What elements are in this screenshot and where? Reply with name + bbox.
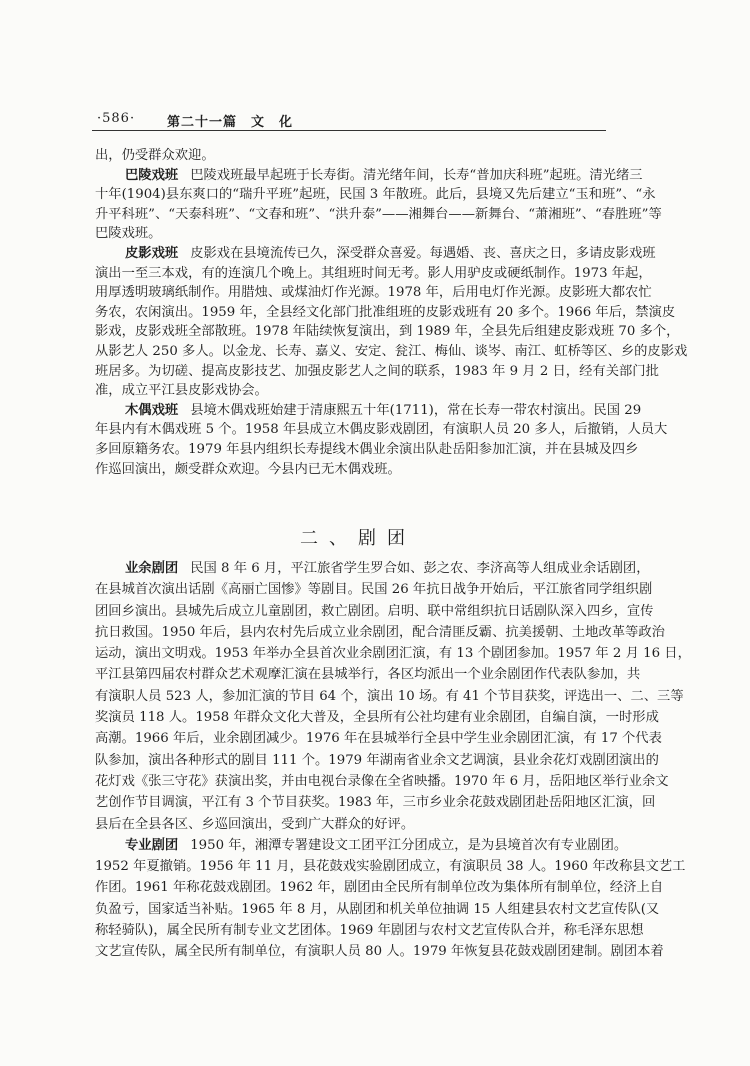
line-text: 用厚透明玻璃纸制作。用腊烛、或煤油灯作光源。1978 年，后用电灯作光源。皮影班大都农忙 [95, 285, 652, 301]
text-line [95, 420, 668, 440]
text-line [95, 264, 652, 284]
line-text: 升平科班”、“天泰科班”、“文春和班”、“洪升泰”——湘舞台——新舞台、“萧湘班”、“春胜班”等 [95, 206, 662, 222]
section-heading: 二、剧团 [300, 528, 405, 549]
paragraph-lead-term: 巴陵戏班 [125, 167, 179, 183]
text-line [95, 303, 676, 323]
line-text: 团回乡演出。县城先后成立儿童剧团，救亡剧团。启明、联中常组织抗日话剧队深入四乡，宣传 [95, 603, 654, 619]
text-line [95, 205, 662, 225]
paragraph [95, 166, 662, 244]
line-text: 十年(1904)县东爽口的“瑞升平班”起班，民国 3 年散班。此后，县境又先后建立“玉和班”、“永 [95, 187, 656, 203]
line-text: 高潮。1966 年后，业余剧团减少。1976 年在县城举行全县中学生业余剧团汇演，有 17 个代表 [95, 731, 662, 747]
text-line [95, 664, 641, 685]
line-text: 抗日救国。1950 年后，县内农村先后成立业余剧团，配合清匪反霸、抗美援朝、土地改革等政治 [95, 624, 665, 640]
line-text: 有演职人员 523 人，参加汇演的节目 64 个，演出 10 场。有 41 个节目获奖，评选出一、二、三等 [95, 688, 684, 704]
text-line [95, 856, 686, 877]
text-line [95, 792, 656, 813]
line-text: 务农，农闲演出。1959 年，全县经文化部门批准组班的皮影戏班有 20 多个。1966 年后，禁演皮 [95, 304, 676, 320]
line-text: 出，仍受群众欢迎。 [95, 148, 215, 163]
text-line [95, 342, 688, 362]
paragraph-lead-term: 业余剧团 [125, 561, 179, 576]
text-line [95, 707, 659, 728]
text-line [95, 362, 659, 382]
text-line [95, 877, 664, 898]
text-line [95, 440, 639, 460]
text-line [95, 622, 665, 643]
text-line [95, 322, 680, 342]
paragraph [95, 146, 605, 166]
line-text: 演出一至三本戏，有的连演几个晚上。其组班时间无考。影人用驴皮或硬纸制作。1973 年起， [95, 265, 652, 281]
line-text: 队参加，演出各种形式的剧目 111 个。1979 年湖南省业余文艺调演，县业余花灯戏剧团演出的 [95, 752, 659, 768]
line-text: 准，成立平江县皮影戏协会。 [95, 383, 268, 399]
line-text: 班居多。为切磋、提高皮影技艺、加强皮影艺人之间的联系，1983 年 9 月 2 日，经有关部门批 [95, 363, 659, 379]
line-text: 多回原籍务农。1979 年县内组织长寿提线木偶业余演出队赴岳阳参加汇演，并在县城及四乡 [95, 441, 639, 457]
line-text: 1952 年夏撤销。1956 年 11 月，县花鼓戏实验剧团成立，有演职员 38 人。1960 年改称县文艺工 [95, 859, 686, 875]
line-text: 在县城首次演出话剧《高丽亡国惨》等剧目。民国 26 年抗日战争开始后，平江旅省同学组织剧 [95, 582, 653, 598]
line-text: 称轻骑队)，属全民所有制专业文艺团体。1969 年剧团与农村文艺宣传队合并，称毛泽东思想 [95, 923, 644, 939]
text-line [95, 920, 644, 941]
text-line [95, 750, 659, 771]
page-number: ·586· [97, 111, 136, 126]
line-text: 年县内有木偶戏班 5 个。1958 年县成立木偶皮影戏剧团，有演职人员 20 多人，后撤销，人员大 [95, 422, 668, 438]
paragraph [95, 244, 688, 401]
line-text: 作团。1961 年称花鼓戏剧团。1962 年，剧团由全民所有制单位改为集体所有制单位，经济上自 [95, 880, 664, 896]
text-block-top [95, 146, 688, 479]
text-line [95, 401, 642, 421]
line-text: 皮影戏在县境流传已久，深受群众喜爱。每遇婚、丧、喜庆之日，多请皮影戏班 [190, 245, 656, 261]
line-text: 民国 8 年 6 月，平江旅省学生罗合如、彭之农、李济高等人组成业余话剧团， [190, 561, 650, 576]
line-text: 负盈亏，国家适当补贴。1965 年 8 月，从剧团和机关单位抽调 15 人组建县农村文艺宣传队(又 [95, 901, 660, 917]
text-line [95, 460, 605, 480]
line-text: 作巡回演出，颇受群众欢迎。今县内已无木偶戏班。 [95, 461, 401, 477]
paragraph-lead-term: 木偶戏班 [125, 402, 179, 418]
text-line [95, 166, 643, 186]
line-text: 平江县第四届农村群众艺术观摩汇演在县城举行，各区均派出一个业余剧团作代表队参加，共 [95, 667, 641, 683]
text-block-bottom [95, 558, 691, 963]
text-line [95, 601, 654, 622]
text-line [95, 728, 662, 749]
header-rule [92, 130, 606, 131]
line-text: 艺创作节目调演，平江有 3 个节目获奖。1983 年，三市乡业余花鼓戏剧团赴岳阳地区汇演，回 [95, 795, 656, 811]
text-line [95, 146, 605, 166]
text-line [95, 244, 656, 264]
text-line [95, 558, 650, 579]
text-line [95, 643, 691, 664]
text-line [95, 771, 669, 792]
text-line [95, 283, 652, 303]
paragraph [95, 558, 691, 835]
line-text: 奖演员 118 人。1958 年群众文化大普及，全县所有公社均建有业余剧团，自编自演，一时形成 [95, 710, 659, 726]
text-line [95, 579, 653, 600]
line-text: 巴陵戏班最早起班于长寿街。清光绪年间，长寿“普加庆科班”起班。清光绪三 [190, 167, 643, 183]
text-line [95, 185, 656, 205]
line-text: 运动，演出文明戏。1953 年举办全县首次业余剧团汇演，有 13 个剧团参加。1957 年 2 月 16 日， [95, 646, 691, 662]
line-text: 影戏，皮影戏班全部散班。1978 年陆续恢复演出，到 1989 年，全县先后组建皮影戏班 70 多个， [95, 324, 680, 340]
line-text: 巴陵戏班。 [95, 226, 162, 242]
text-line [95, 835, 628, 856]
paragraph [95, 401, 668, 479]
chapter-title: 第二十一篇 文 化 [167, 115, 294, 130]
paragraph [95, 835, 686, 963]
paragraph-lead-term: 皮影戏班 [125, 245, 179, 261]
text-line [95, 224, 605, 244]
text-line [95, 899, 660, 920]
paragraph-lead-term: 专业剧团 [125, 837, 179, 853]
line-text: 花灯戏《张三守花》获演出奖，并由电视台录像在全省映播。1970 年 6 月，岳阳地区举行业余文 [95, 773, 669, 789]
line-text: 县境木偶戏班始建于清康熙五十年(1711)，常在长寿一带农村演出。民国 29 [190, 402, 642, 418]
text-line [95, 814, 605, 835]
line-text: 县后在全县各区、乡巡回演出，受到广大群众的好评。 [95, 816, 415, 832]
line-text: 从影艺人 250 多人。以金龙、长寿、嘉义、安定、瓮江、梅仙、谈岑、南江、虹桥等区、乡的皮影戏 [95, 343, 688, 359]
line-text: 文艺宣传队，属全民所有制单位，有演职人员 80 人。1979 年恢复县花鼓戏剧团建制。剧团本着 [95, 944, 664, 960]
text-line [95, 686, 684, 707]
text-line [95, 381, 605, 401]
line-text: 1950 年，湘潭专署建设文工团平江分团成立，是为县境首次有专业剧团。 [190, 837, 628, 853]
running-header [97, 111, 294, 130]
text-line [95, 941, 664, 962]
